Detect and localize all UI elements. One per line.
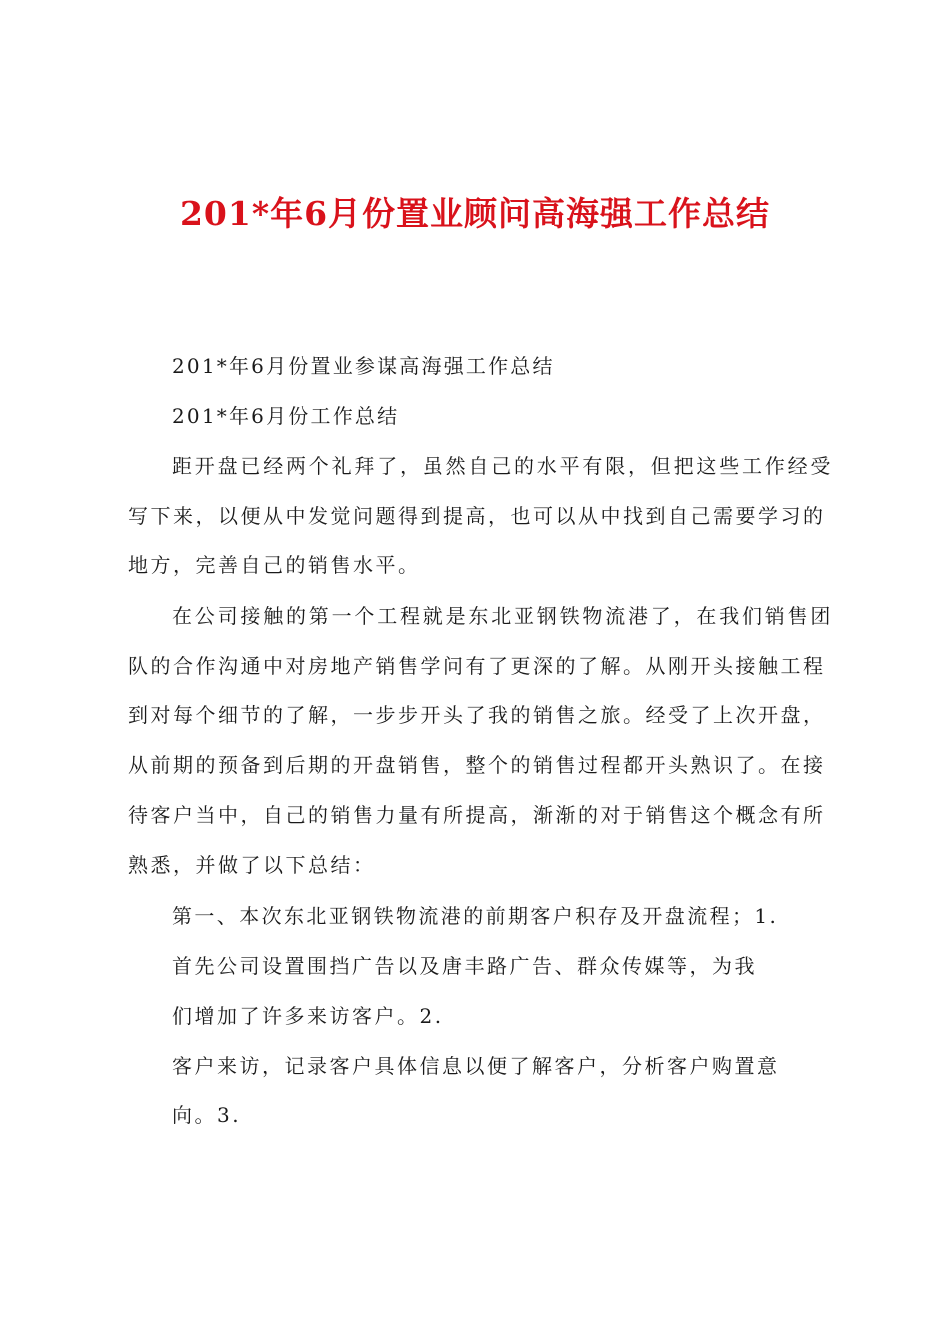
- paragraph1-line3: 地方，完善自己的销售水平。: [128, 553, 421, 577]
- paragraph2-line6: 熟悉，并做了以下总结：: [128, 853, 376, 877]
- paragraph3-line3: 们增加了许多来访客户。2.: [172, 1004, 444, 1028]
- paragraph3-line2: 首先公司设置围挡广告以及唐丰路广告、群众传媒等，为我: [172, 954, 757, 978]
- document-title: 201*年6月份置业顾问高海强工作总结: [179, 194, 771, 233]
- paragraph1-line1: 距开盘已经两个礼拜了，虽然自己的水平有限，但把这些工作经受: [172, 454, 834, 478]
- paragraph3-line4: 客户来访，记录客户具体信息以便了解客户，分析客户购置意: [172, 1054, 780, 1078]
- paragraph2-line3: 到对每个细节的了解，一步步开头了我的销售之旅。经受了上次开盘，: [128, 703, 826, 727]
- paragraph2-line2: 队的合作沟通中对房地产销售学问有了更深的了解。从刚开头接触工程: [128, 654, 826, 678]
- paragraph1-line2: 写下来，以便从中发觉问题得到提高，也可以从中找到自己需要学习的: [128, 504, 826, 528]
- subtitle-line: 201*年6月份置业参谋高海强工作总结: [172, 354, 555, 378]
- paragraph3-line1: 第一、本次东北亚钢铁物流港的前期客户积存及开盘流程；1.: [172, 904, 779, 928]
- paragraph2-line4: 从前期的预备到后期的开盘销售，整个的销售过程都开头熟识了。在接: [128, 753, 826, 777]
- paragraph2-line1: 在公司接触的第一个工程就是东北亚钢铁物流港了，在我们销售团: [172, 604, 834, 628]
- heading-line: 201*年6月份工作总结: [172, 404, 400, 428]
- paragraph2-line5: 待客户当中，自己的销售力量有所提高，渐渐的对于销售这个概念有所: [128, 803, 826, 827]
- paragraph3-line5: 向。3.: [172, 1103, 242, 1127]
